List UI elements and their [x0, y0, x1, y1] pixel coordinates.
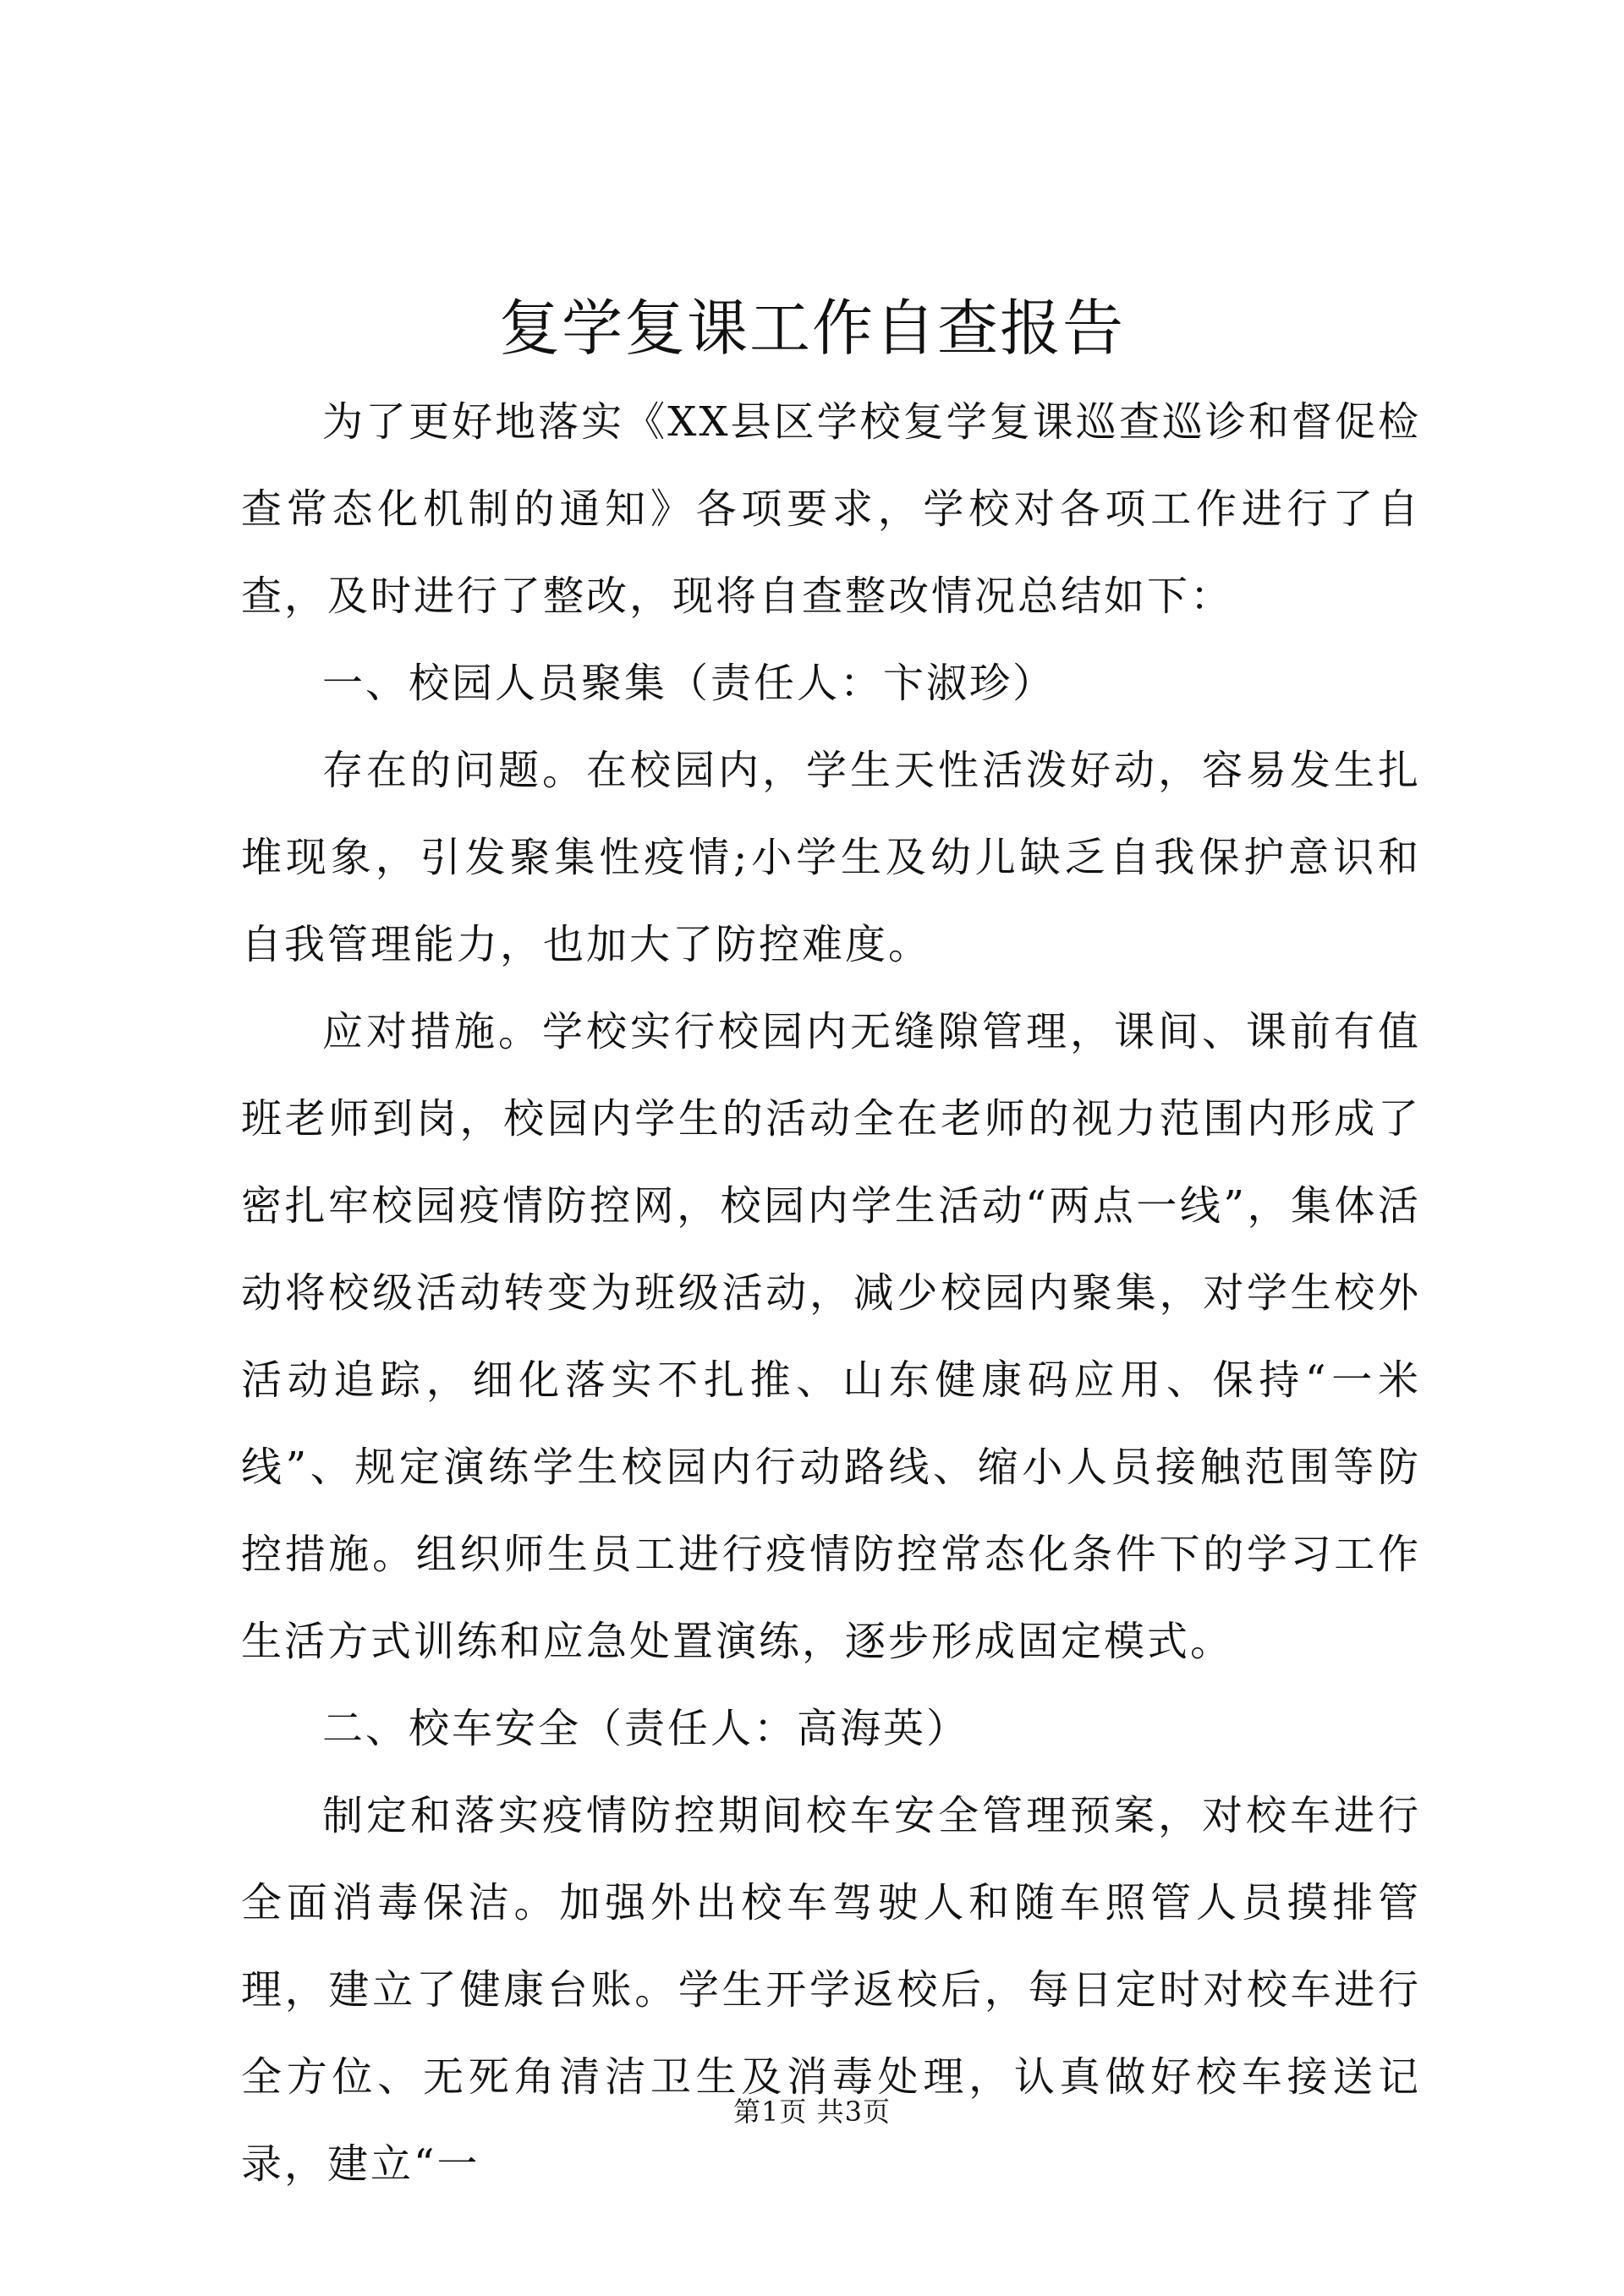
measures-paragraph: 应对措施。学校实行校园内无缝隙管理，课间、课前有值班老师到岗，校园内学生的活动全在老师的视力范围内形成了密扎牢校园疫情防控网，校园内学生活动“两点一线”，集体活动将校级活动转变为班级活动，减少校园内聚集，对学生校外活动追踪，细化落实不扎推、山东健康码应用、保持“一米线”、规定演练学生校园内行动路线、缩小人员接触范围等防控措施。组织师生员工进行疫情防控常态化条件下的学习工作生活方式训练和应急处置演练，逐步形成固定模式。 [241, 1008, 1421, 1665]
section-heading-2: 二、校车安全（责任人：高海英） [322, 1705, 970, 1752]
school-bus-paragraph: 制定和落实疫情防控期间校车安全管理预案，对校车进行全面消毒保洁。加强外出校车驾驶人和随车照管人员摸排管理，建立了健康台账。学生开学返校后，每日定时对校车进行全方位、无死角清洁卫生及消毒处理，认真做好校车接送记录，建立“一 [241, 1792, 1421, 2188]
problem-paragraph: 存在的问题。在校园内，学生天性活泼好动，容易发生扎堆现象，引发聚集性疫情;小学生及幼儿缺乏自我保护意识和自我管理能力，也加大了防控难度。 [241, 747, 1421, 968]
intro-paragraph: 为了更好地落实《XX县区学校复学复课巡查巡诊和督促检查常态化机制的通知》各项要求，学校对各项工作进行了自查，及时进行了整改，现将自查整改情况总结如下： [241, 398, 1421, 620]
page-footer: 第1页 共3页 [733, 2096, 891, 2128]
document-body [241, 379, 1421, 2208]
section-heading-1: 一、校园人员聚集（责任人：卞淑珍） [322, 660, 1056, 707]
document-title: 复学复课工作自查报告 [498, 293, 1125, 364]
